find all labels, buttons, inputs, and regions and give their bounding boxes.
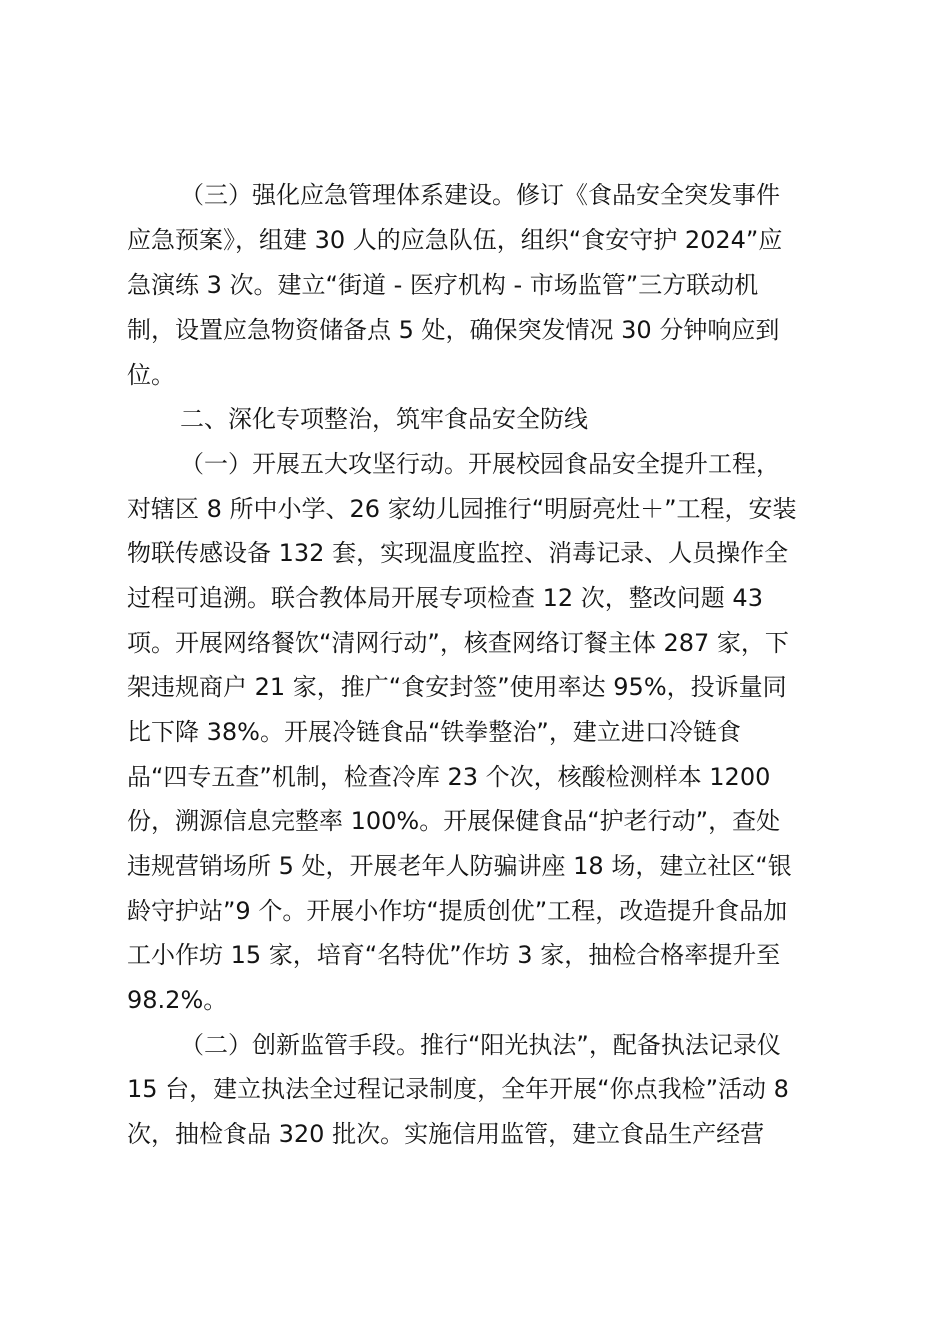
- paragraph-line: 比下降 38%。开展冷链食品“铁拳整治”，建立进口冷链食: [127, 718, 741, 746]
- paragraph-line: 次，抽检食品 320 批次。实施信用监管，建立食品生产经营: [127, 1120, 765, 1148]
- paragraph-line: 工小作坊 15 家，培育“名特优”作坊 3 家，抽检合格率提升至: [127, 941, 781, 969]
- paragraph-line: 位。: [127, 361, 175, 389]
- paragraph-line: 98.2%。: [127, 986, 228, 1014]
- paragraph-line: （一）开展五大攻坚行动。开展校园食品安全提升工程，: [180, 450, 780, 478]
- paragraph-line: 项。开展网络餐饮“清网行动”，核查网络订餐主体 287 家，下: [127, 629, 789, 657]
- paragraph-line: 份，溯源信息完整率 100%。开展保健食品“护老行动”，查处: [127, 807, 781, 835]
- paragraph-line: 过程可追溯。联合教体局开展专项检查 12 次，整改问题 43: [127, 584, 763, 612]
- paragraph-line: 对辖区 8 所中小学、26 家幼儿园推行“明厨亮灶＋”工程，安装: [127, 495, 797, 523]
- paragraph-line: 物联传感设备 132 套，实现温度监控、消毒记录、人员操作全: [127, 539, 789, 567]
- paragraph-line: 架违规商户 21 家，推广“食安封签”使用率达 95%，投诉量同: [127, 673, 787, 701]
- paragraph-line: 应急预案》，组建 30 人的应急队伍，组织“食安守护 2024”应: [127, 226, 783, 254]
- paragraph-line: （二）创新监管手段。推行“阳光执法”，配备执法记录仪: [180, 1031, 781, 1059]
- section-heading: 二、深化专项整治，筑牢食品安全防线: [180, 405, 588, 433]
- paragraph-line: 急演练 3 次。建立“街道 - 医疗机构 - 市场监管”三方联动机: [127, 271, 759, 299]
- paragraph-line: 品“四专五查”机制，检查冷库 23 个次，核酸检测样本 1200: [127, 763, 771, 791]
- paragraph-line: 违规营销场所 5 处，开展老年人防骗讲座 18 场，建立社区“银: [127, 852, 792, 880]
- paragraph-line: （三）强化应急管理体系建设。修订《食品安全突发事件: [180, 181, 780, 209]
- paragraph-line: 制，设置应急物资储备点 5 处，确保突发情况 30 分钟响应到: [127, 316, 780, 344]
- paragraph-line: 15 台，建立执法全过程记录制度，全年开展“你点我检”活动 8: [127, 1075, 789, 1103]
- paragraph-line: 龄守护站”9 个。开展小作坊“提质创优”工程，改造提升食品加: [127, 897, 788, 925]
